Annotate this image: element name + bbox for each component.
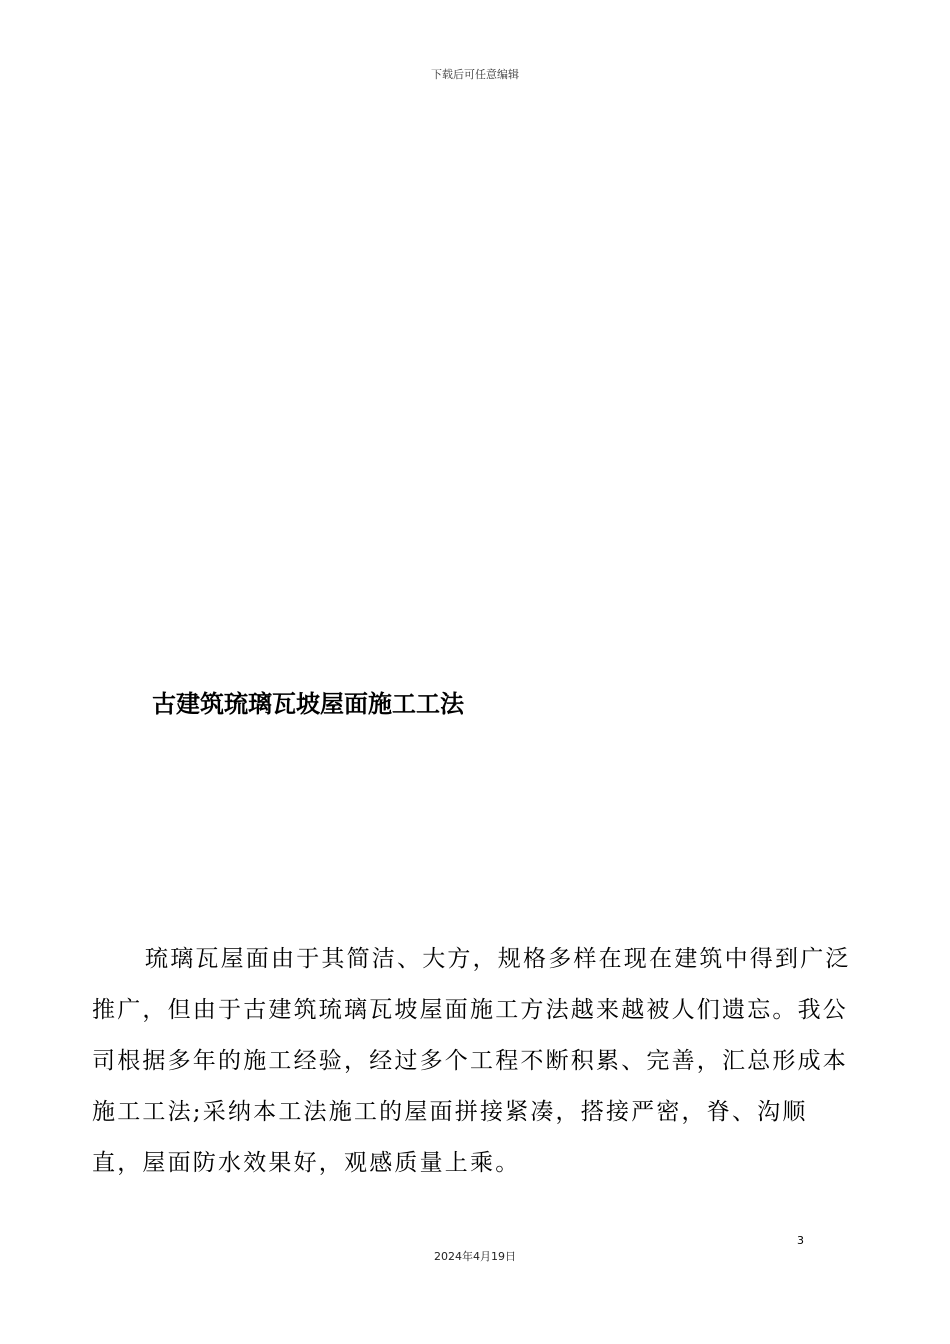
page-number: 3: [797, 1234, 804, 1247]
body-paragraph: 琉璃瓦屋面由于其简洁、大方，规格多样在现在建筑中得到广泛推广，但由于古建筑琉璃瓦坡屋面施工方法越来越被人们遗忘。我公司根据多年的施工经验，经过多个工程不断积累、完善，汇总形成本施工工法;采纳本工法施工的屋面拼接紧凑，搭接严密，脊、沟顺直，屋面防水效果好，观感质量上乘。: [92, 946, 851, 1176]
header-note: 下载后可任意编辑: [431, 68, 519, 81]
footer-date: 2024年4月19日: [434, 1250, 516, 1263]
document-title: 古建筑琉璃瓦坡屋面施工工法: [152, 689, 464, 718]
